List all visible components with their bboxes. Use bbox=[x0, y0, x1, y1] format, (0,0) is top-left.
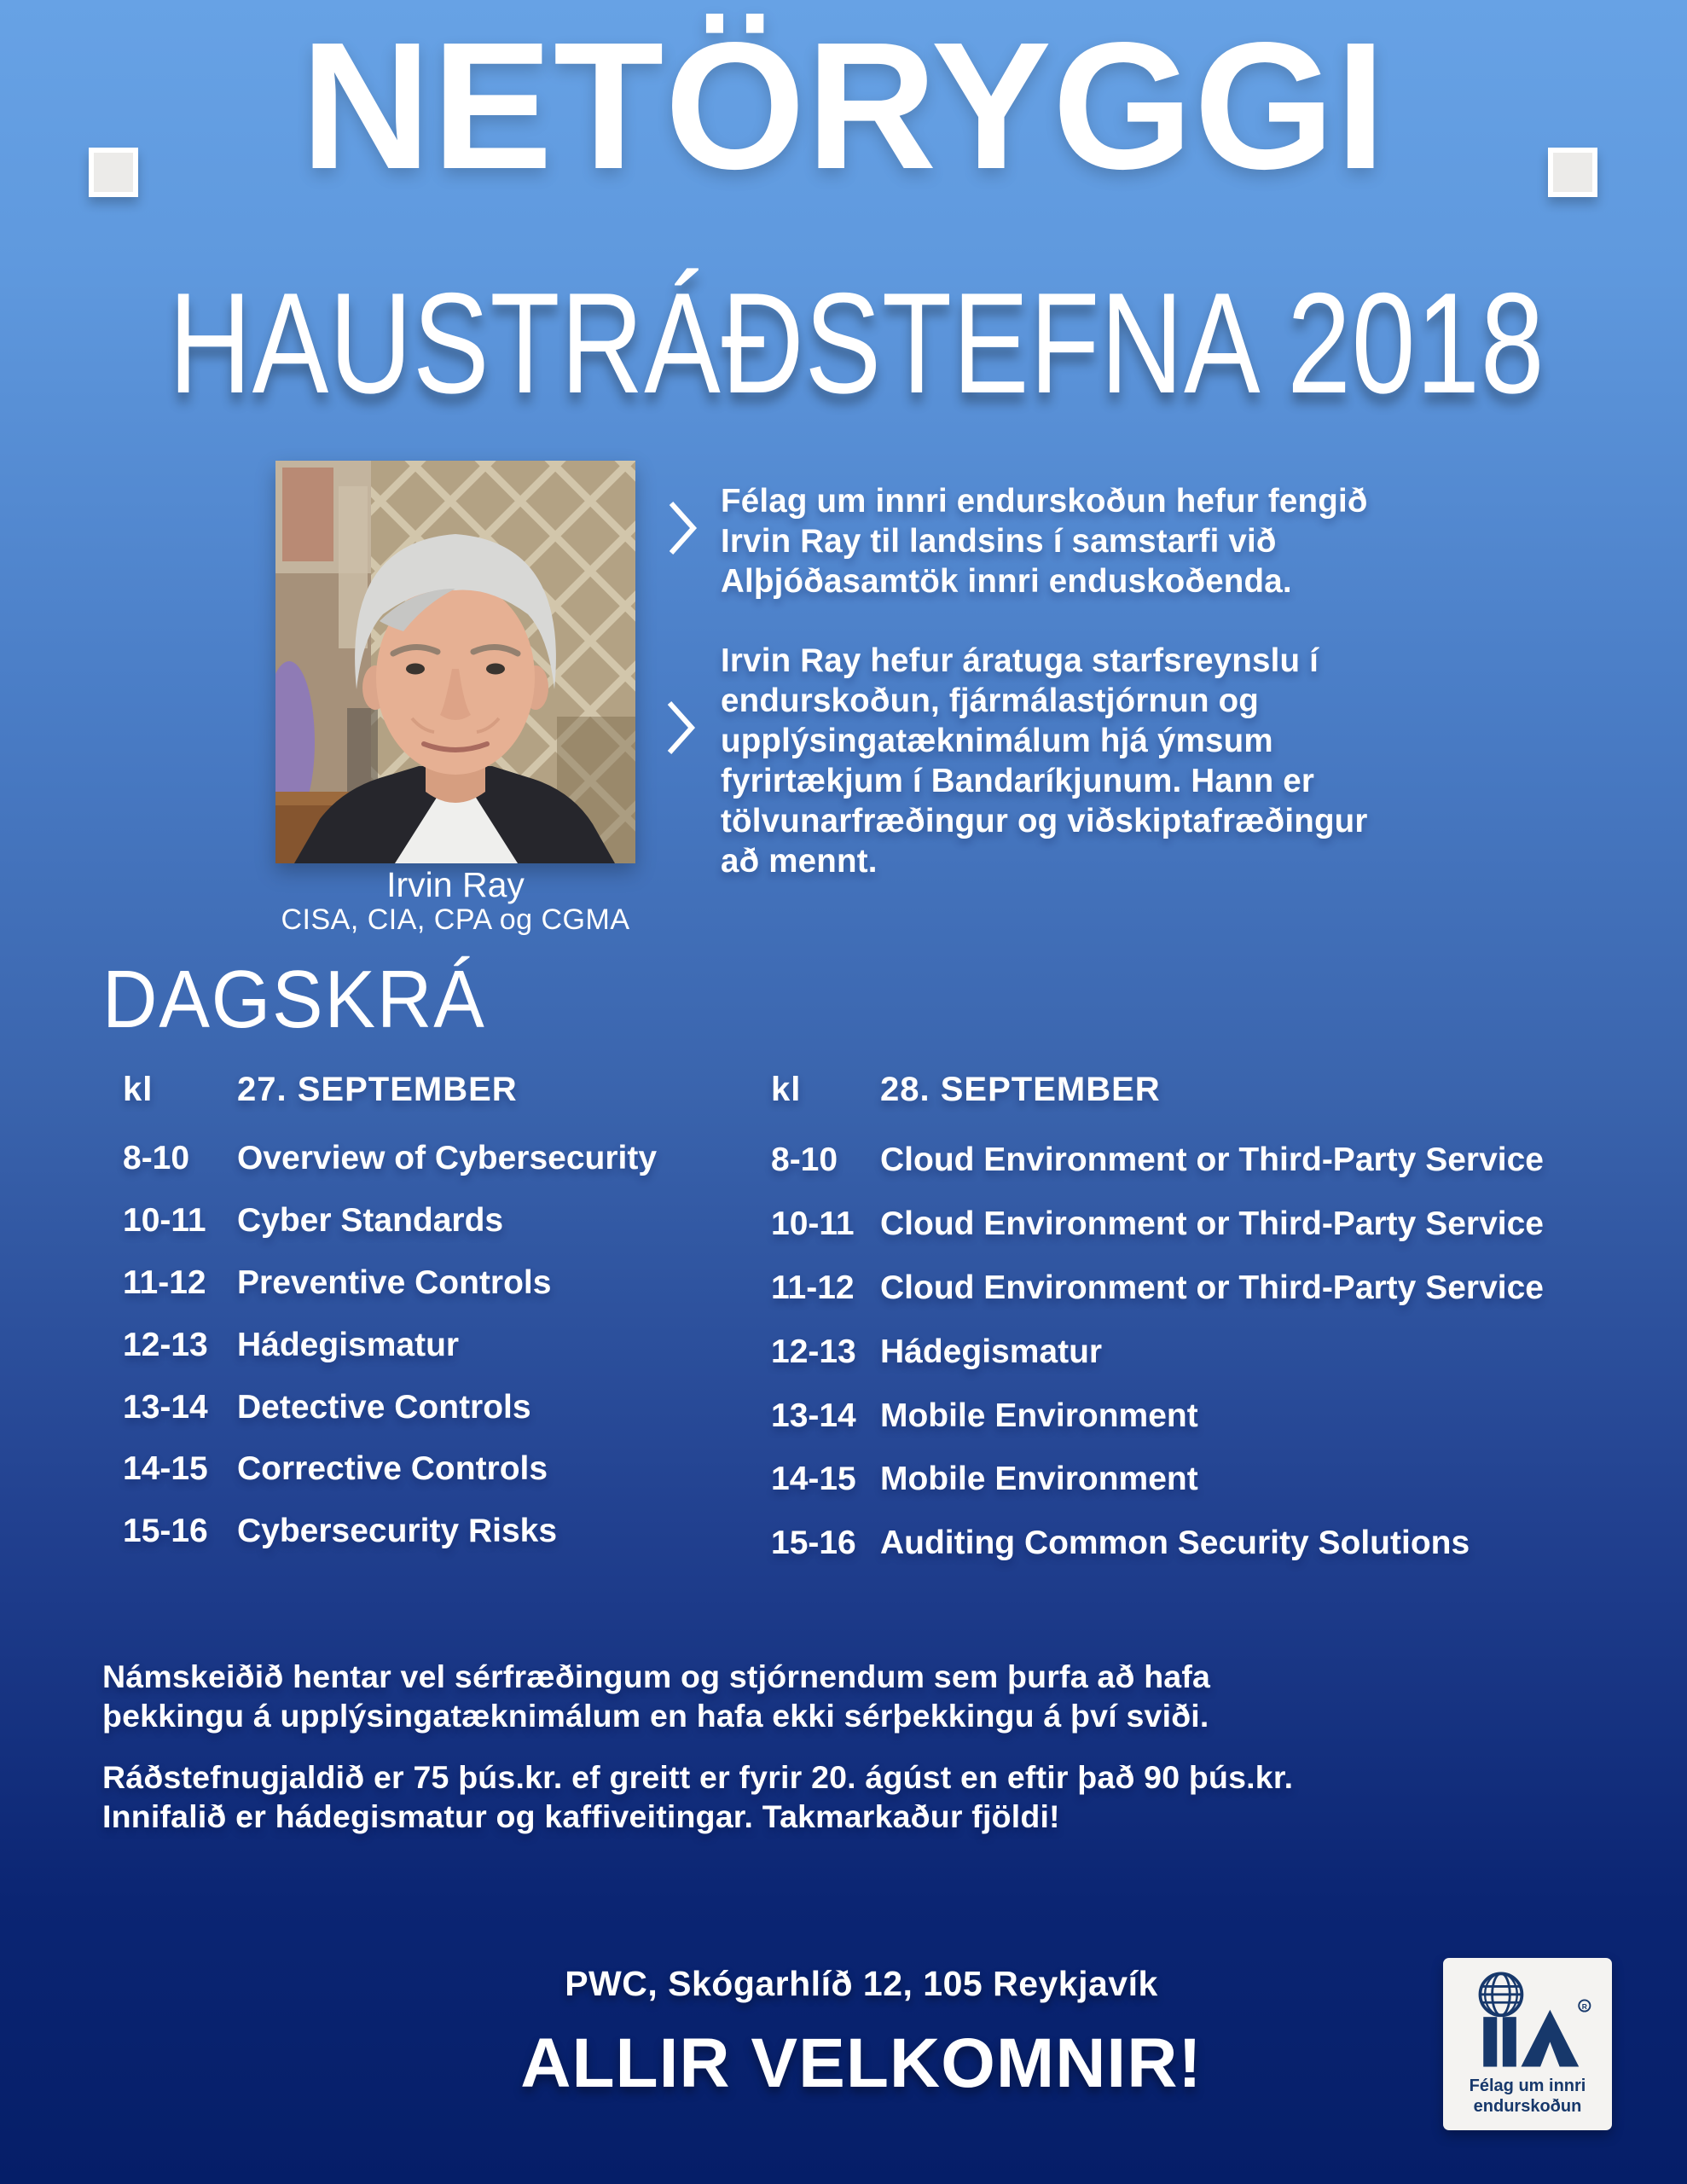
speaker-name: Irvin Ray bbox=[386, 865, 525, 904]
bio-line: að mennt. bbox=[721, 842, 878, 880]
agenda-date-header: 27. SEPTEMBER bbox=[237, 1071, 518, 1108]
agenda-time: 10-11 bbox=[123, 1201, 206, 1239]
chevron-bullet-icon bbox=[664, 698, 698, 762]
agenda-topic: Mobile Environment bbox=[880, 1397, 1198, 1434]
svg-text:R: R bbox=[1581, 2001, 1587, 2011]
agenda-time: 13-14 bbox=[771, 1397, 856, 1434]
welcome-message: ALLIR VELKOMNIR! bbox=[520, 2024, 1203, 2102]
audience-note-line: Námskeiðið hentar vel sérfræðingum og stjórnendum sem þurfa að hafa bbox=[102, 1658, 1211, 1694]
agenda-day-1 bbox=[123, 1071, 657, 1550]
agenda-time: 14-15 bbox=[771, 1461, 856, 1498]
agenda-time: 11-12 bbox=[771, 1269, 855, 1306]
agenda-topic: Cloud Environment or Third-Party Service bbox=[880, 1205, 1544, 1242]
iia-logo-badge bbox=[1443, 1958, 1612, 2130]
agenda-time: 12-13 bbox=[771, 1333, 856, 1370]
bio-line: tölvunarfræðingur og viðskiptafræðingur bbox=[721, 802, 1368, 839]
bio-line: endurskoðun, fjármálastjórnun og bbox=[721, 682, 1260, 719]
agenda-time: 15-16 bbox=[771, 1525, 856, 1562]
agenda-topic: Cloud Environment or Third-Party Service bbox=[880, 1141, 1544, 1178]
agenda-topic: Hádegismatur bbox=[237, 1326, 460, 1363]
bio-line: upplýsingatæknimálum hjá ýmsum bbox=[721, 722, 1273, 759]
bio-paragraph bbox=[721, 642, 1642, 882]
agenda-heading: DAGSKRÁ bbox=[102, 954, 486, 1045]
agenda-topic: Auditing Common Security Solutions bbox=[880, 1525, 1470, 1562]
price-note-line: Ráðstefnugjaldið er 75 þús.kr. ef greitt er fyrir 20. ágúst en eftir það 90 þús.kr. bbox=[102, 1759, 1294, 1795]
agenda-topic: Preventive Controls bbox=[237, 1263, 552, 1301]
agenda-time: 12-13 bbox=[123, 1326, 208, 1363]
agenda-time: 11-12 bbox=[123, 1263, 206, 1301]
price-note bbox=[102, 1757, 1655, 1836]
bio-line: Irvin Ray hefur áratuga starfsreynslu í bbox=[721, 642, 1319, 679]
audience-note-line: þekkingu á upplýsingatæknimálum en hafa ekki sérþekkingu á því sviði. bbox=[102, 1698, 1209, 1734]
speaker-portrait-illustration bbox=[275, 461, 635, 863]
agenda-time-header: kl bbox=[123, 1071, 154, 1108]
agenda-topic: Cloud Environment or Third-Party Service bbox=[880, 1269, 1544, 1306]
agenda-time: 8-10 bbox=[123, 1140, 190, 1176]
agenda-topic: Detective Controls bbox=[237, 1388, 531, 1426]
poster-title: NETÖRYGGI bbox=[300, 4, 1387, 206]
agenda-day-2 bbox=[771, 1071, 1544, 1562]
agenda-topic: Cybersecurity Risks bbox=[237, 1513, 558, 1550]
agenda-time-header: kl bbox=[771, 1071, 802, 1108]
chevron-bullet-icon bbox=[665, 498, 699, 562]
agenda-time: 8-10 bbox=[771, 1141, 838, 1178]
agenda-topic: Overview of Cybersecurity bbox=[237, 1140, 658, 1176]
agenda-topic: Cyber Standards bbox=[237, 1201, 504, 1239]
intro-line: Félag um innri endurskoðun hefur fengið bbox=[721, 483, 1368, 520]
intro-line: Alþjóðasamtök innri enduskoðenda. bbox=[721, 562, 1292, 600]
agenda-time: 15-16 bbox=[123, 1513, 208, 1550]
speaker-credentials: CISA, CIA, CPA og CGMA bbox=[281, 903, 630, 936]
agenda-time: 13-14 bbox=[123, 1388, 208, 1426]
agenda-date-header: 28. SEPTEMBER bbox=[880, 1071, 1161, 1108]
price-note-line: Innifalið er hádegismatur og kaffiveitingar. Takmarkaður fjöldi! bbox=[102, 1798, 1060, 1835]
logo-org-name-line1: Félag um innri bbox=[1469, 2077, 1586, 2095]
agenda-time: 10-11 bbox=[771, 1205, 855, 1242]
logo-org-name-line2: endurskoðun bbox=[1473, 2097, 1582, 2116]
iia-logo-mark bbox=[1459, 1966, 1596, 2072]
bio-line: fyrirtækjum í Bandaríkjunum. Hann er bbox=[721, 762, 1315, 799]
agenda-topic: Mobile Environment bbox=[880, 1461, 1198, 1498]
agenda-time: 14-15 bbox=[123, 1450, 208, 1488]
intro-line: Irvin Ray til landsins í samstarfi við bbox=[721, 522, 1277, 560]
agenda-topic: Corrective Controls bbox=[237, 1450, 548, 1488]
agenda-topic: Hádegismatur bbox=[880, 1333, 1103, 1370]
audience-note bbox=[102, 1657, 1552, 1735]
speaker-photo bbox=[275, 461, 635, 863]
venue-address: PWC, Skógarhlíð 12, 105 Reykjavík bbox=[565, 1964, 1158, 2003]
poster-subtitle: HAUSTRÁÐSTEFNA 2018 bbox=[168, 263, 1545, 423]
intro-paragraph bbox=[721, 482, 1642, 602]
